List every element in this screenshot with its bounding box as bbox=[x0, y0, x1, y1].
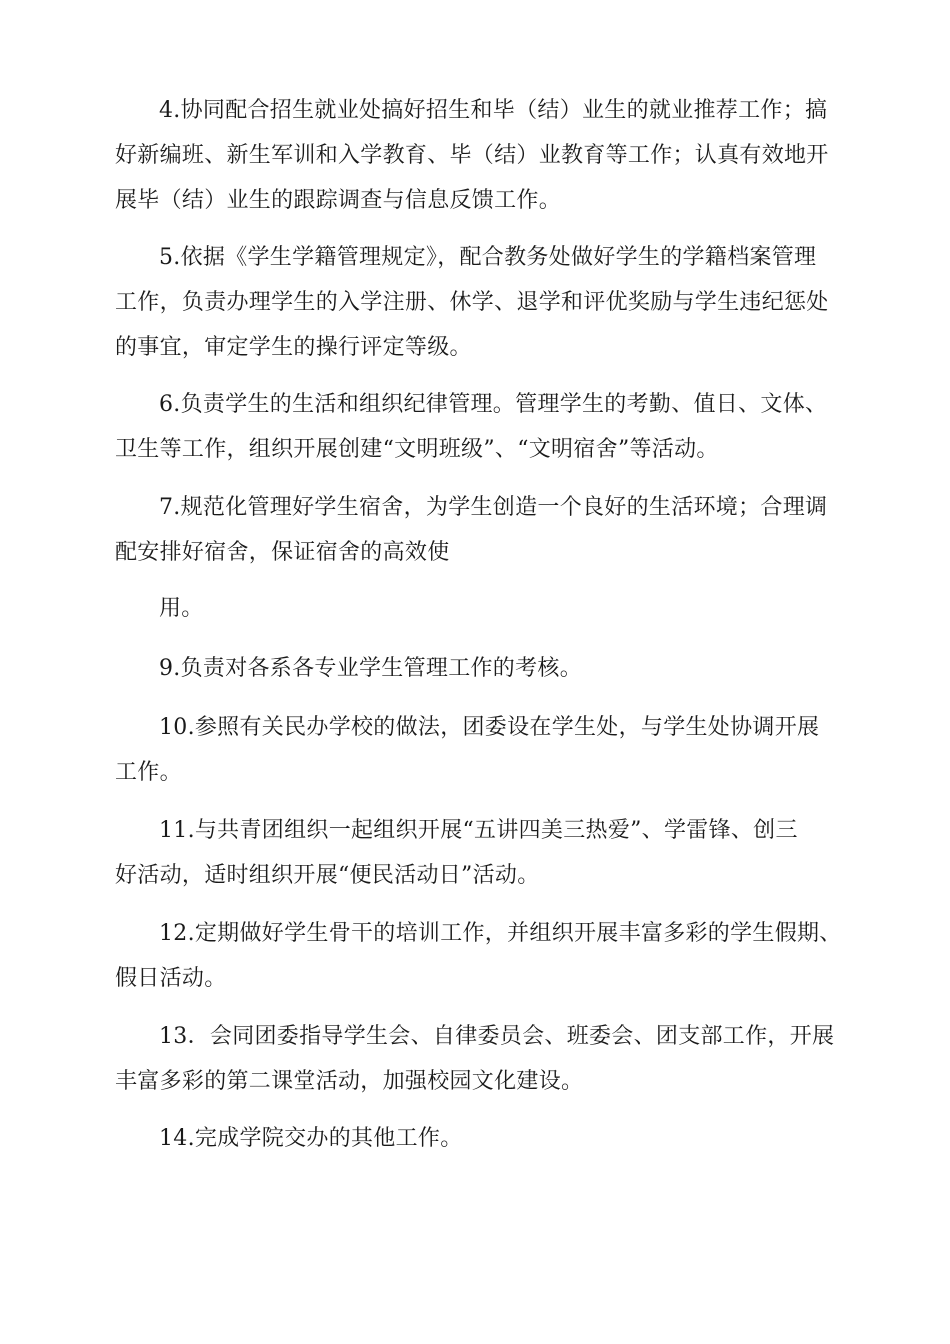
text-line: 13．会同团委指导学生会、自律委员会、班委会、团支部工作，开展 bbox=[159, 1024, 835, 1049]
paragraph-item-13 bbox=[115, 1014, 835, 1104]
text-line: 好新编班、新生军训和入学教育、毕（结）业教育等工作；认真有效地开 bbox=[115, 143, 829, 168]
paragraph-item-5 bbox=[115, 235, 835, 370]
text-line: 好活动，适时组织开展“便民活动日”活动。 bbox=[115, 863, 540, 888]
text-line: 工作。 bbox=[115, 760, 182, 785]
text-line: 5.依据《学生学籍管理规定》，配合教务处做好学生的学籍档案管理 bbox=[159, 245, 817, 270]
text-line: 12.定期做好学生骨干的培训工作，并组织开展丰富多彩的学生假期、 bbox=[159, 921, 842, 946]
text-line: 假日活动。 bbox=[115, 966, 227, 991]
paragraph-item-9 bbox=[115, 646, 835, 691]
text-line: 用。 bbox=[159, 596, 204, 621]
text-line: 11.与共青团组织一起组织开展“五讲四美三热爱”、学雷锋、创三 bbox=[159, 818, 798, 843]
text-line: 6.负责学生的生活和组织纪律管理。管理学生的考勤、值日、文体、 bbox=[159, 392, 828, 417]
text-line: 配安排好宿舍，保证宿舍的高效使 bbox=[115, 540, 450, 565]
paragraph-item-10 bbox=[115, 705, 835, 795]
paragraph-item-7 bbox=[115, 485, 835, 575]
text-line: 10.参照有关民办学校的做法，团委设在学生处，与学生处协调开展 bbox=[159, 715, 820, 740]
text-line: 7.规范化管理好学生宿舍，为学生创造一个良好的生活环境；合理调 bbox=[159, 495, 828, 520]
text-line: 4.协同配合招生就业处搞好招生和毕（结）业生的就业推荐工作；搞 bbox=[159, 98, 828, 123]
text-line: 14.完成学院交办的其他工作。 bbox=[159, 1126, 463, 1151]
text-line: 工作，负责办理学生的入学注册、休学、退学和评优奖励与学生违纪惩处 bbox=[115, 290, 829, 315]
text-line: 9.负责对各系各专业学生管理工作的考核。 bbox=[159, 656, 582, 681]
text-line: 卫生等工作，组织开展创建“文明班级”、“文明宿舍”等活动。 bbox=[115, 437, 719, 462]
text-line: 展毕（结）业生的跟踪调查与信息反馈工作。 bbox=[115, 188, 562, 213]
text-line: 的事宜，审定学生的操行评定等级。 bbox=[115, 335, 472, 360]
paragraph-item-4 bbox=[115, 88, 835, 223]
text-line: 丰富多彩的第二课堂活动，加强校园文化建设。 bbox=[115, 1069, 584, 1094]
paragraph-item-12 bbox=[115, 911, 842, 1001]
paragraph-item-6 bbox=[115, 382, 835, 472]
paragraph-item-14 bbox=[115, 1116, 835, 1161]
paragraph-item-11 bbox=[115, 808, 835, 898]
paragraph-continuation bbox=[115, 586, 835, 631]
